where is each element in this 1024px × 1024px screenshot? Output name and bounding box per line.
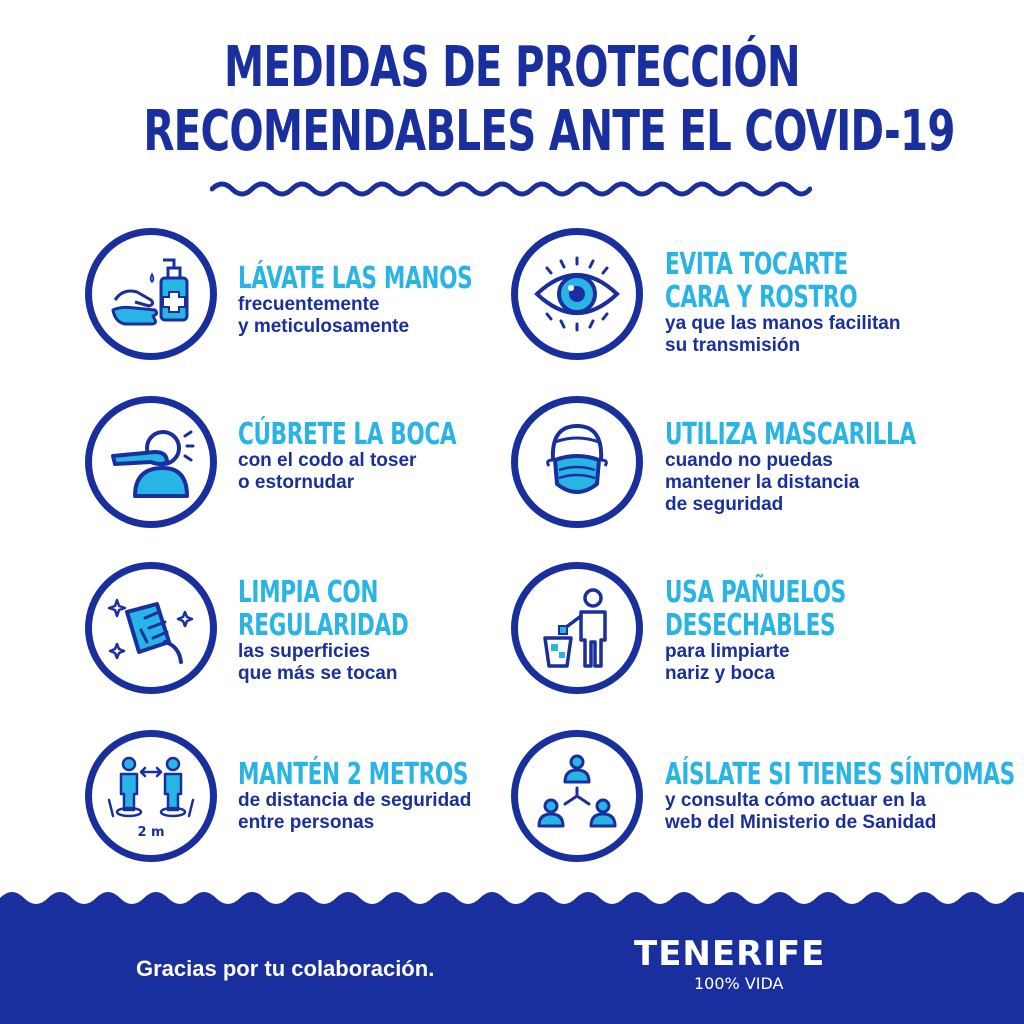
measure-description: de distancia de seguridad entre personas	[238, 790, 472, 833]
measure-heading: LIMPIA CON REGULARIDAD	[238, 575, 409, 643]
measure-description: cuando no puedas mantener la distancia de seguridad	[665, 450, 860, 515]
measure-heading: AÍSLATE SI TIENES SÍNTOMAS	[665, 757, 1015, 792]
measure-heading: UTILIZA MASCARILLA	[665, 417, 916, 452]
face-mask-icon	[531, 416, 623, 508]
page-title	[143, 35, 955, 164]
footer	[0, 878, 1024, 1024]
measure-heading: USA PAÑUELOS DESECHABLES	[665, 575, 846, 643]
measure-description: frecuentemente y meticulosamente	[238, 294, 410, 337]
measure-icon-circle	[511, 730, 643, 862]
title-wave-divider	[210, 178, 812, 200]
isolation-network-icon	[531, 750, 623, 842]
measure-heading: CÚBRETE LA BOCA	[238, 417, 457, 452]
distance-label: 2 m	[137, 825, 165, 840]
measure-icon-circle	[85, 396, 217, 528]
measure-heading: MANTÉN 2 METROS	[238, 757, 469, 792]
measure-description: y consulta cómo actuar en la web del Ministerio de Sanidad	[665, 790, 937, 833]
cleaning-hand-icon	[105, 582, 197, 674]
measure-description: con el codo al toser o estornudar	[238, 450, 417, 493]
title-line-1: MEDIDAS DE PROTECCIÓN	[224, 35, 800, 100]
eye-icon	[531, 248, 623, 340]
measure-heading: EVITA TOCARTE CARA Y ROSTRO	[665, 247, 858, 315]
measure-icon-circle	[85, 228, 217, 360]
brand-tagline: 100% VIDA	[694, 974, 784, 993]
measure-description: para limpiarte nariz y boca	[665, 641, 790, 684]
measure-description: ya que las manos facilitan su transmisión	[665, 313, 901, 356]
thanks-message: Gracias por tu colaboración.	[136, 956, 435, 981]
cough-elbow-icon	[105, 416, 197, 508]
measure-icon-circle	[511, 562, 643, 694]
measure-description: las superficies que más se tocan	[238, 641, 398, 684]
footer-wave-background	[0, 878, 1024, 1024]
measure-icon-circle	[85, 730, 217, 862]
measure-icon-circle	[85, 562, 217, 694]
title-line-2: RECOMENDABLES ANTE EL COVID-19	[143, 99, 955, 164]
trash-bin-person-icon	[531, 582, 623, 674]
hand-wash-icon	[105, 248, 197, 340]
measure-icon-circle	[511, 396, 643, 528]
brand-logo-text: TENERIFE	[634, 934, 826, 974]
measure-icon-circle	[511, 228, 643, 360]
social-distance-icon	[105, 750, 197, 842]
measure-heading: LÁVATE LAS MANOS	[238, 261, 473, 296]
